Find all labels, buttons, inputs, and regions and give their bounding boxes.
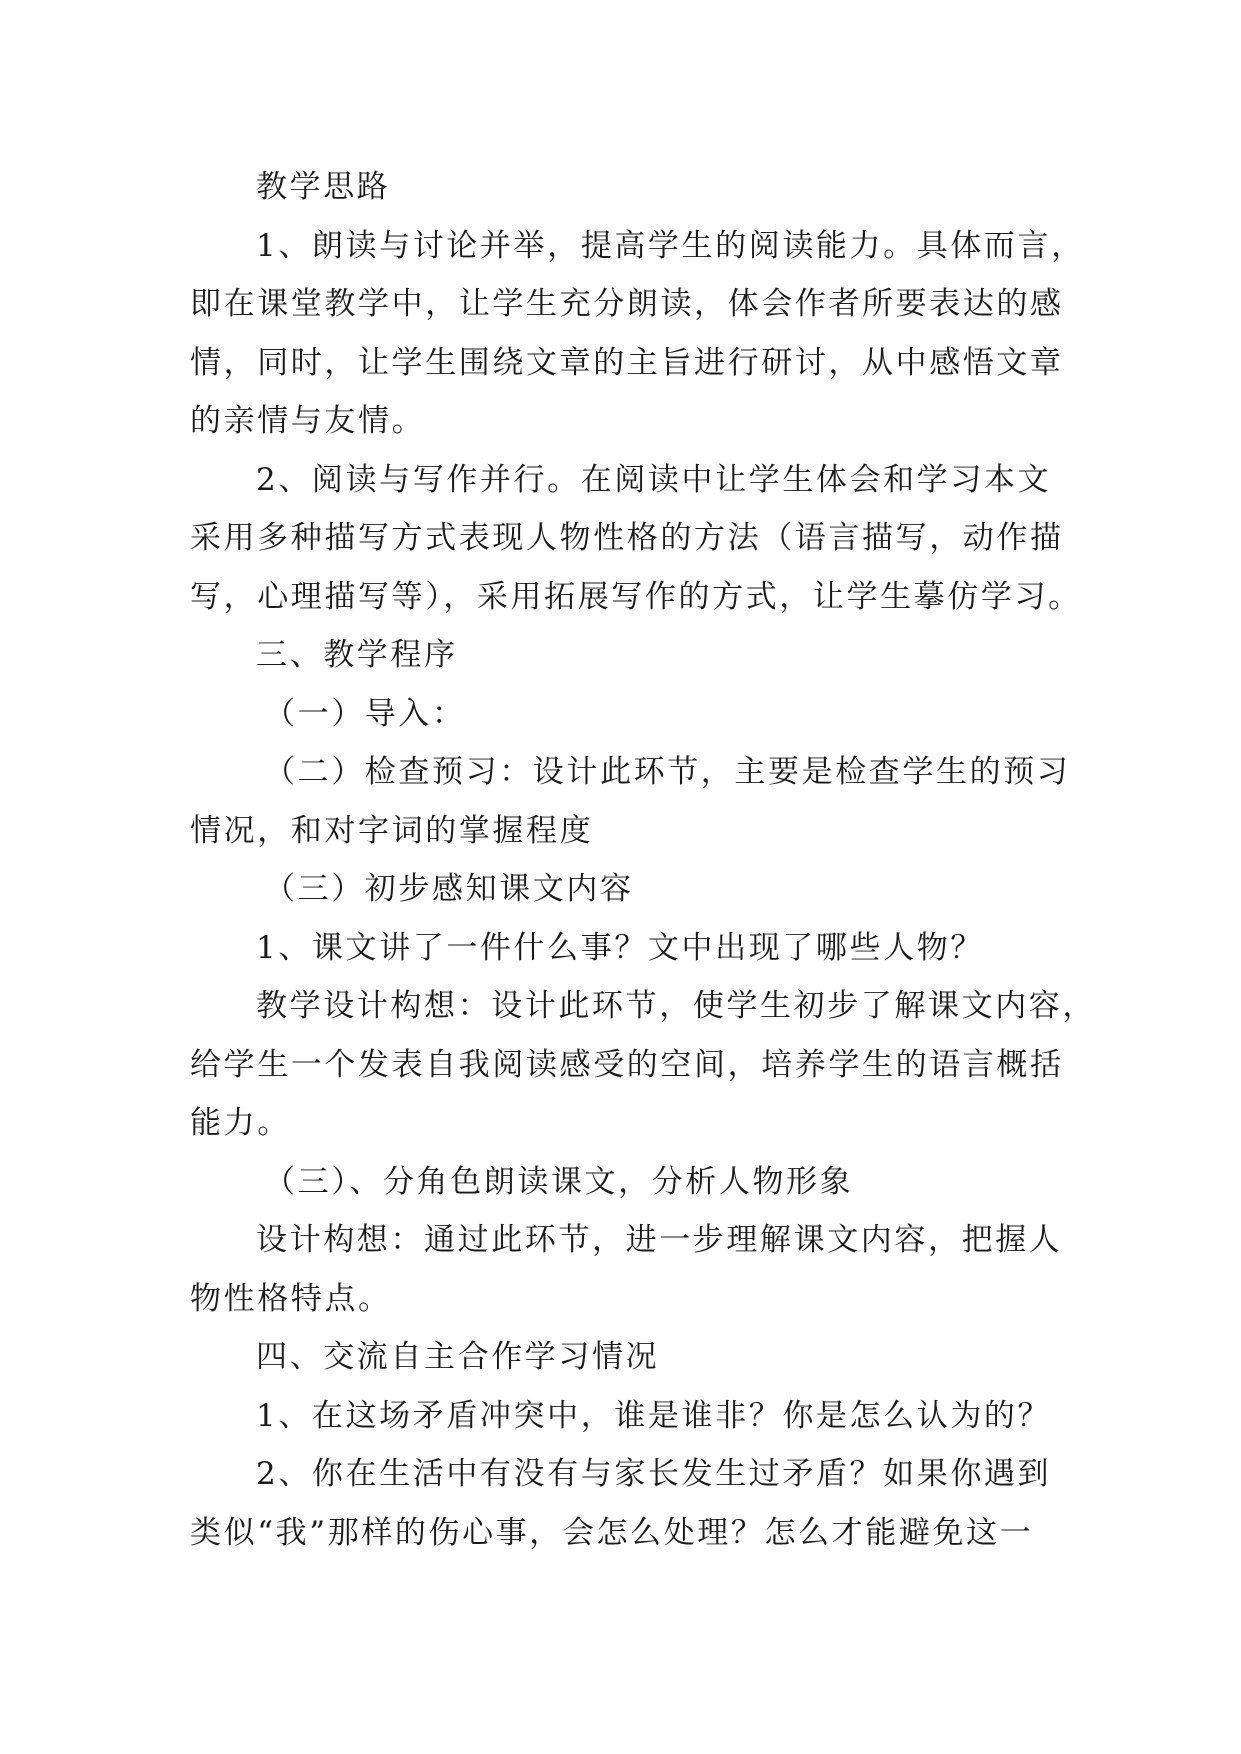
subsection-heading: （三）、分角色朗读课文，分析人物形象 — [264, 1163, 854, 1200]
text-line: 写，心理描写等），采用拓展写作的方式，让学生摹仿学习。 — [190, 578, 1082, 615]
text-line: 1、在这场矛盾冲突中，谁是谁非？你是怎么认为的？ — [256, 1397, 1052, 1434]
text-line: 2、阅读与写作并行。在阅读中让学生体会和学习本文 — [256, 461, 1052, 498]
text-line: 即在课堂教学中，让学生充分朗读，体会作者所要表达的感 — [190, 286, 1064, 322]
text-line: 采用多种描写方式表现人物性格的方法（语言描写，动作描 — [190, 520, 1064, 556]
text-line: 设计构想：通过此环节，进一步理解课文内容，把握人 — [256, 1222, 1063, 1258]
text-line: 物性格特点。 — [190, 1280, 392, 1317]
text-line: 教学设计构想：设计此环节，使学生初步了解课文内容， — [256, 988, 1096, 1024]
subsection-heading: （一）导入： — [264, 695, 466, 732]
section-heading-exchange: 四、交流自主合作学习情况 — [256, 1339, 660, 1375]
section-heading-teaching-procedure: 三、教学程序 — [256, 637, 458, 673]
text-line: 的亲情与友情。 — [190, 403, 426, 439]
text-line: 给学生一个发表自我阅读感受的空间，培养学生的语言概括 — [190, 1046, 1064, 1083]
subsection-heading: （三）初步感知课文内容 — [264, 871, 634, 907]
text-line: 1、朗读与讨论并举，提高学生的阅读能力。具体而言， — [256, 227, 1085, 264]
section-heading-teaching-approach: 教学思路 — [256, 169, 391, 205]
text-line: 1、课文讲了一件什么事？文中出现了哪些人物？ — [256, 929, 984, 966]
subsection-heading: （二）检查预习：设计此环节，主要是检查学生的预习 — [264, 754, 1071, 790]
text-line: 情，同时，让学生围绕文章的主旨进行研讨，从中感悟文章 — [190, 344, 1064, 381]
text-line: 能力。 — [190, 1105, 291, 1141]
document-body — [190, 158, 1096, 1562]
text-line: 情况，和对字词的掌握程度 — [190, 812, 594, 849]
text-line: 2、你在生活中有没有与家长发生过矛盾？如果你遇到 — [256, 1456, 1052, 1492]
text-line: 类似“我”那样的伤心事，会怎么处理？怎么才能避免这一 — [190, 1514, 1034, 1551]
